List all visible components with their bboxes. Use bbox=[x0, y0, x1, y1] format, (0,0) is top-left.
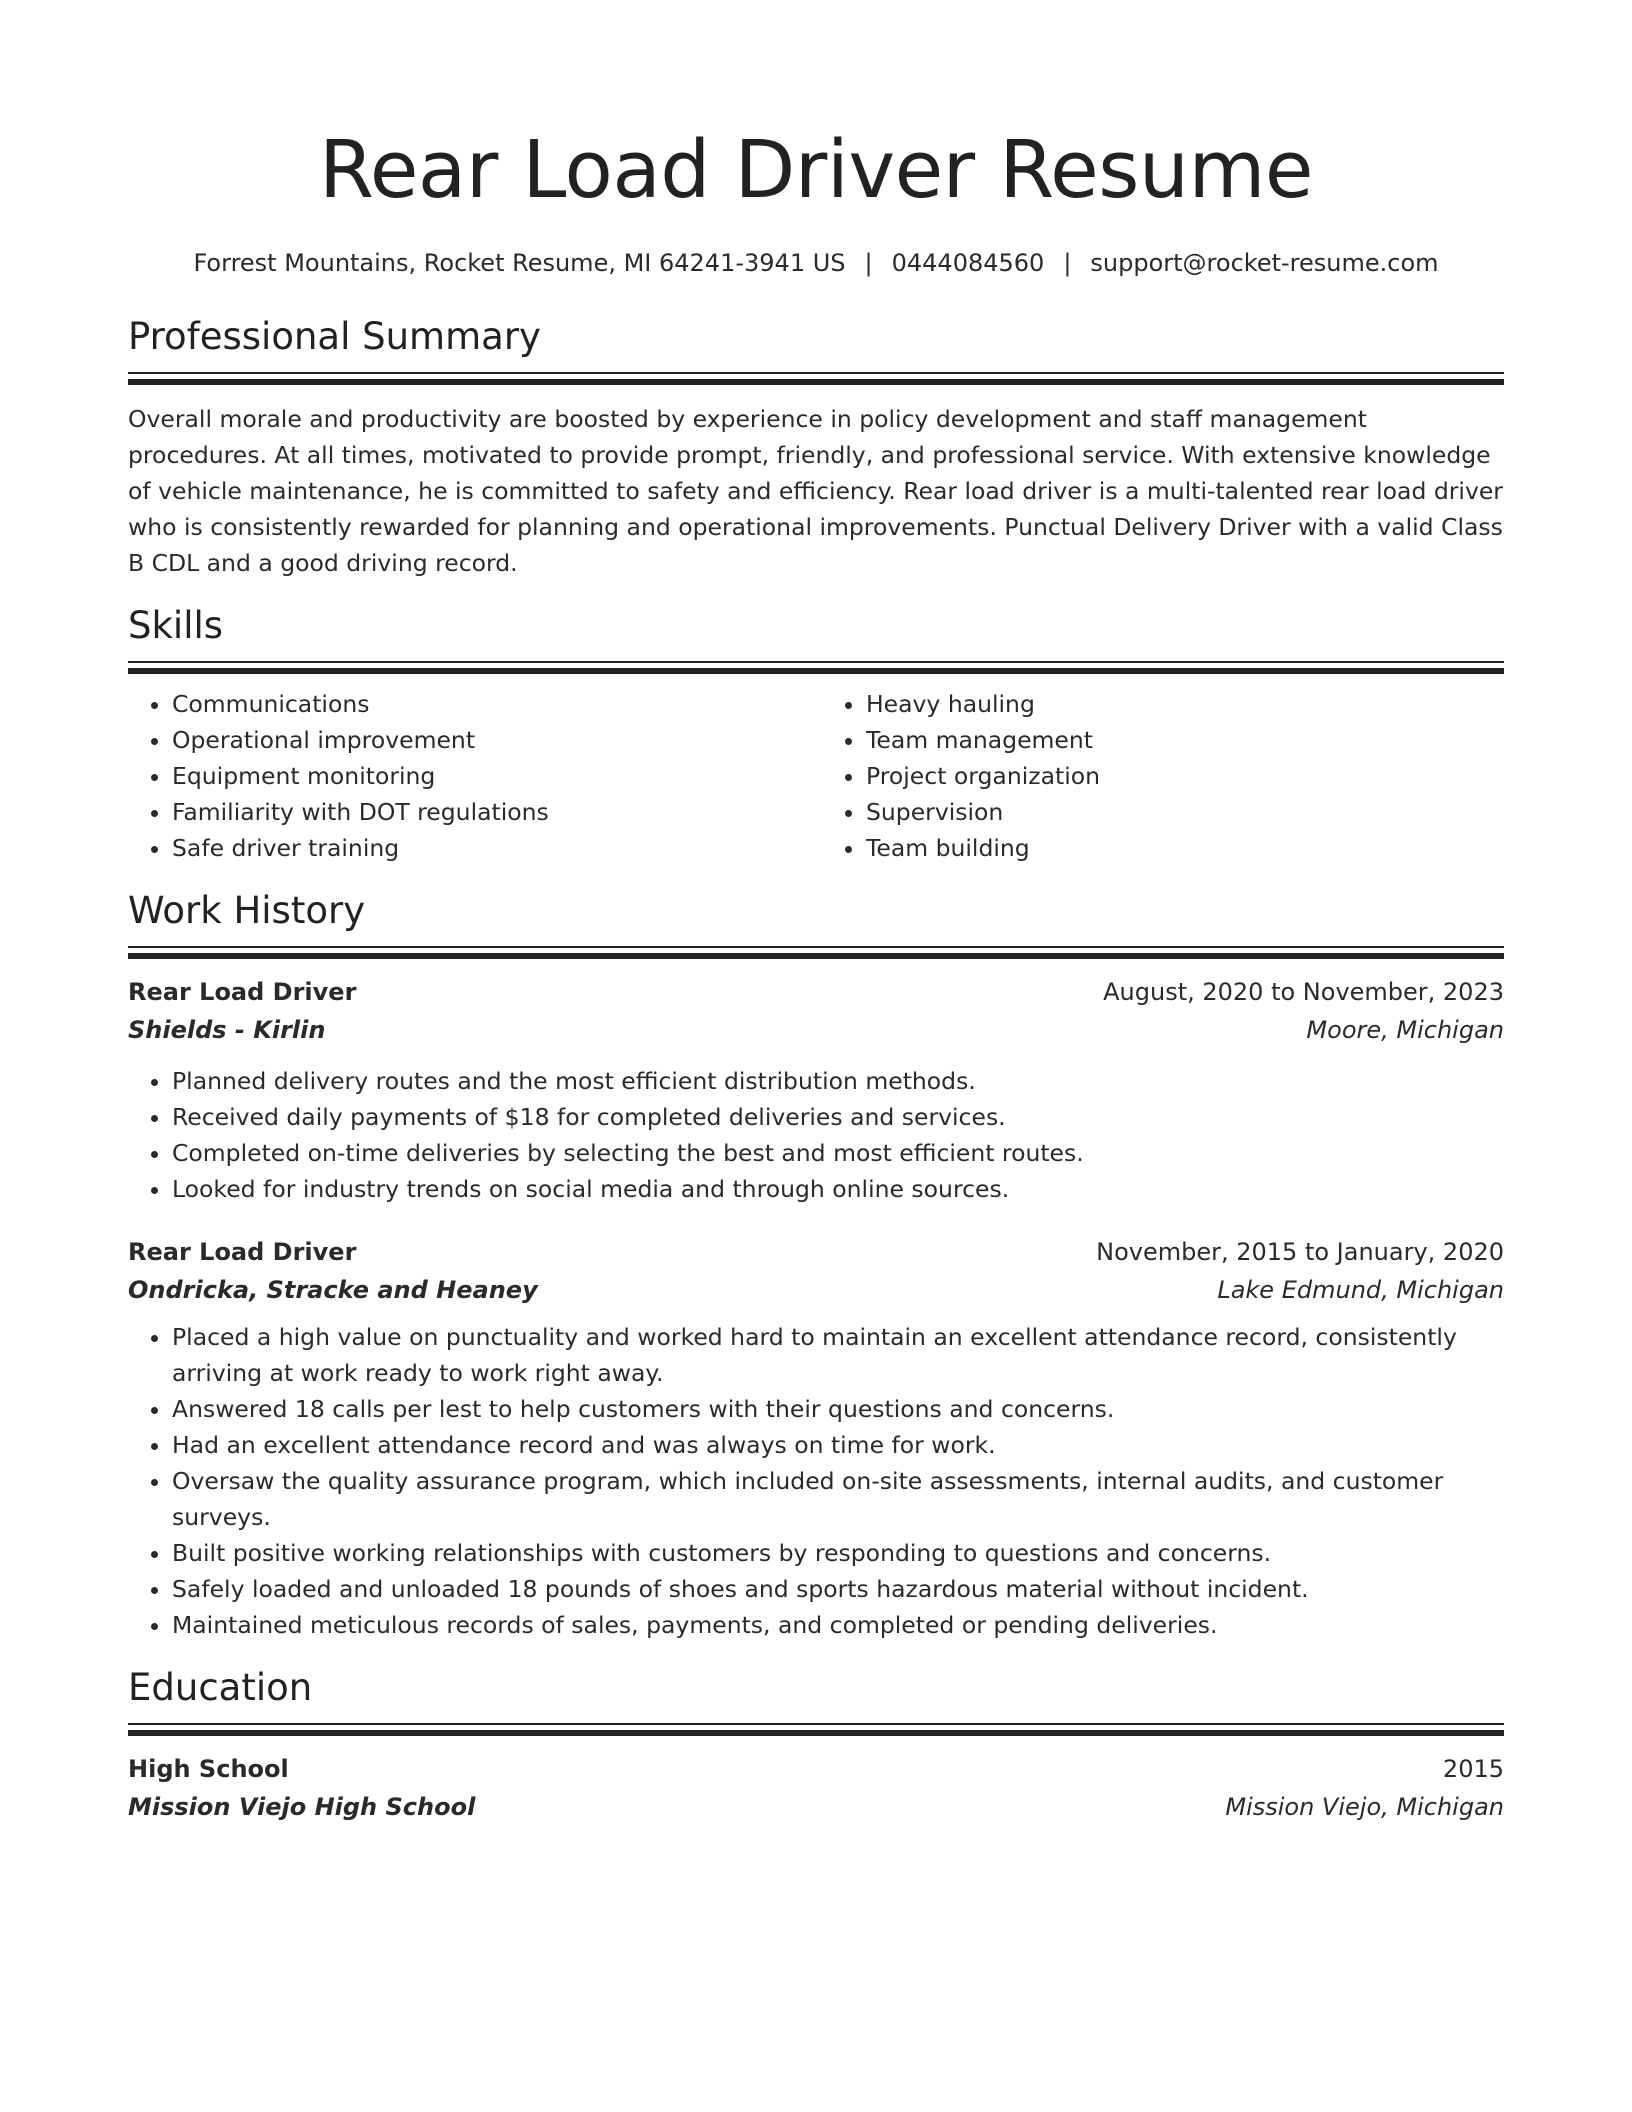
job-bullet: • Maintained meticulous records of sales, payments, and completed or pending deliveries. bbox=[172, 1607, 1504, 1643]
contact-email: support@rocket-resume.com bbox=[1090, 249, 1439, 277]
job-bullet: • Placed a high value on punctuality and worked hard to maintain an excellent attendance record, consistently arriving at work ready to work right away. bbox=[172, 1319, 1504, 1391]
section-heading-skills: Skills bbox=[128, 604, 224, 647]
section-heading-education: Education bbox=[128, 1666, 313, 1709]
skill-item: • Safe driver training bbox=[172, 830, 816, 866]
summary-text: Overall morale and productivity are boosted by experience in policy development and staff management procedures. At all times, motivated to provide prompt, friendly, and professional service. With extensive knowledge of vehicle maintenance, he is committed to safety and efficiency. Rear load driver is a multi-talented rear load driver who is consistently rewarded for planning and operational improvements. Punctual Delivery Driver with a valid Class B CDL and a good driving record. bbox=[128, 405, 1503, 577]
job-bullet: • Built positive working relationships with customers by responding to questions and concerns. bbox=[172, 1535, 1504, 1571]
job-bullet: • Safely loaded and unloaded 18 pounds of shoes and sports hazardous material without incident. bbox=[172, 1571, 1504, 1607]
job-title: Rear Load Driver bbox=[128, 1238, 357, 1266]
skills-column-left bbox=[128, 686, 816, 866]
job-header bbox=[128, 1233, 1504, 1271]
section-work-history bbox=[128, 888, 1504, 1643]
skills-column-right bbox=[816, 686, 1504, 866]
skills-list bbox=[128, 686, 1504, 866]
job-bullet: • Oversaw the quality assurance program, which included on-site assessments, internal audits, and customer surveys. bbox=[172, 1463, 1504, 1535]
skill-item: • Operational improvement bbox=[172, 722, 816, 758]
skill-item: • Heavy hauling bbox=[866, 686, 1504, 722]
job-bullets bbox=[128, 1319, 1504, 1643]
section-heading-work-history: Work History bbox=[128, 889, 366, 932]
skill-item: • Familiarity with DOT regulations bbox=[172, 794, 816, 830]
section-summary bbox=[128, 314, 1504, 581]
education-subheader bbox=[128, 1788, 1504, 1826]
job-entry bbox=[128, 973, 1504, 1207]
job-subheader bbox=[128, 1271, 1504, 1309]
section-divider bbox=[128, 946, 1504, 959]
job-bullet: • Had an excellent attendance record and was always on time for work. bbox=[172, 1427, 1504, 1463]
job-bullet: • Looked for industry trends on social media and through online sources. bbox=[172, 1171, 1504, 1207]
job-dates: November, 2015 to January, 2020 bbox=[1096, 1238, 1504, 1266]
section-education bbox=[128, 1665, 1504, 1826]
job-company: Shields - Kirlin bbox=[128, 1016, 326, 1044]
job-header bbox=[128, 973, 1504, 1011]
job-bullet: • Planned delivery routes and the most efficient distribution methods. bbox=[172, 1063, 1504, 1099]
education-entry bbox=[128, 1750, 1504, 1826]
section-divider bbox=[128, 372, 1504, 385]
contact-separator: | bbox=[1063, 249, 1072, 277]
contact-phone: 0444084560 bbox=[891, 249, 1045, 277]
job-dates: August, 2020 to November, 2023 bbox=[1103, 978, 1504, 1006]
section-heading-summary: Professional Summary bbox=[128, 315, 541, 358]
education-location: Mission Viejo, Michigan bbox=[1225, 1793, 1504, 1821]
education-year: 2015 bbox=[1442, 1755, 1504, 1783]
job-subheader bbox=[128, 1011, 1504, 1049]
section-divider bbox=[128, 1723, 1504, 1736]
skill-item: • Team building bbox=[866, 830, 1504, 866]
contact-separator: | bbox=[864, 249, 873, 277]
job-title: Rear Load Driver bbox=[128, 978, 357, 1006]
skill-item: • Team management bbox=[866, 722, 1504, 758]
job-bullet: • Received daily payments of $18 for completed deliveries and services. bbox=[172, 1099, 1504, 1135]
job-company: Ondricka, Stracke and Heaney bbox=[128, 1276, 538, 1304]
job-bullet: • Answered 18 calls per lest to help customers with their questions and concerns. bbox=[172, 1391, 1504, 1427]
section-skills bbox=[128, 603, 1504, 866]
job-entry bbox=[128, 1233, 1504, 1643]
job-location: Lake Edmund, Michigan bbox=[1217, 1276, 1504, 1304]
skill-item: • Equipment monitoring bbox=[172, 758, 816, 794]
resume-title: Rear Load Driver Resume bbox=[318, 124, 1313, 216]
skill-item: • Project organization bbox=[866, 758, 1504, 794]
contact-address: Forrest Mountains, Rocket Resume, MI 64241-3941 US bbox=[193, 249, 846, 277]
education-school: Mission Viejo High School bbox=[128, 1793, 476, 1821]
skill-item: • Communications bbox=[172, 686, 816, 722]
contact-line bbox=[128, 246, 1504, 280]
job-bullet: • Completed on-time deliveries by selecting the best and most efficient routes. bbox=[172, 1135, 1504, 1171]
education-header bbox=[128, 1750, 1504, 1788]
section-divider bbox=[128, 661, 1504, 674]
job-location: Moore, Michigan bbox=[1306, 1016, 1504, 1044]
skill-item: • Supervision bbox=[866, 794, 1504, 830]
education-degree: High School bbox=[128, 1755, 289, 1783]
job-bullets bbox=[128, 1063, 1504, 1207]
